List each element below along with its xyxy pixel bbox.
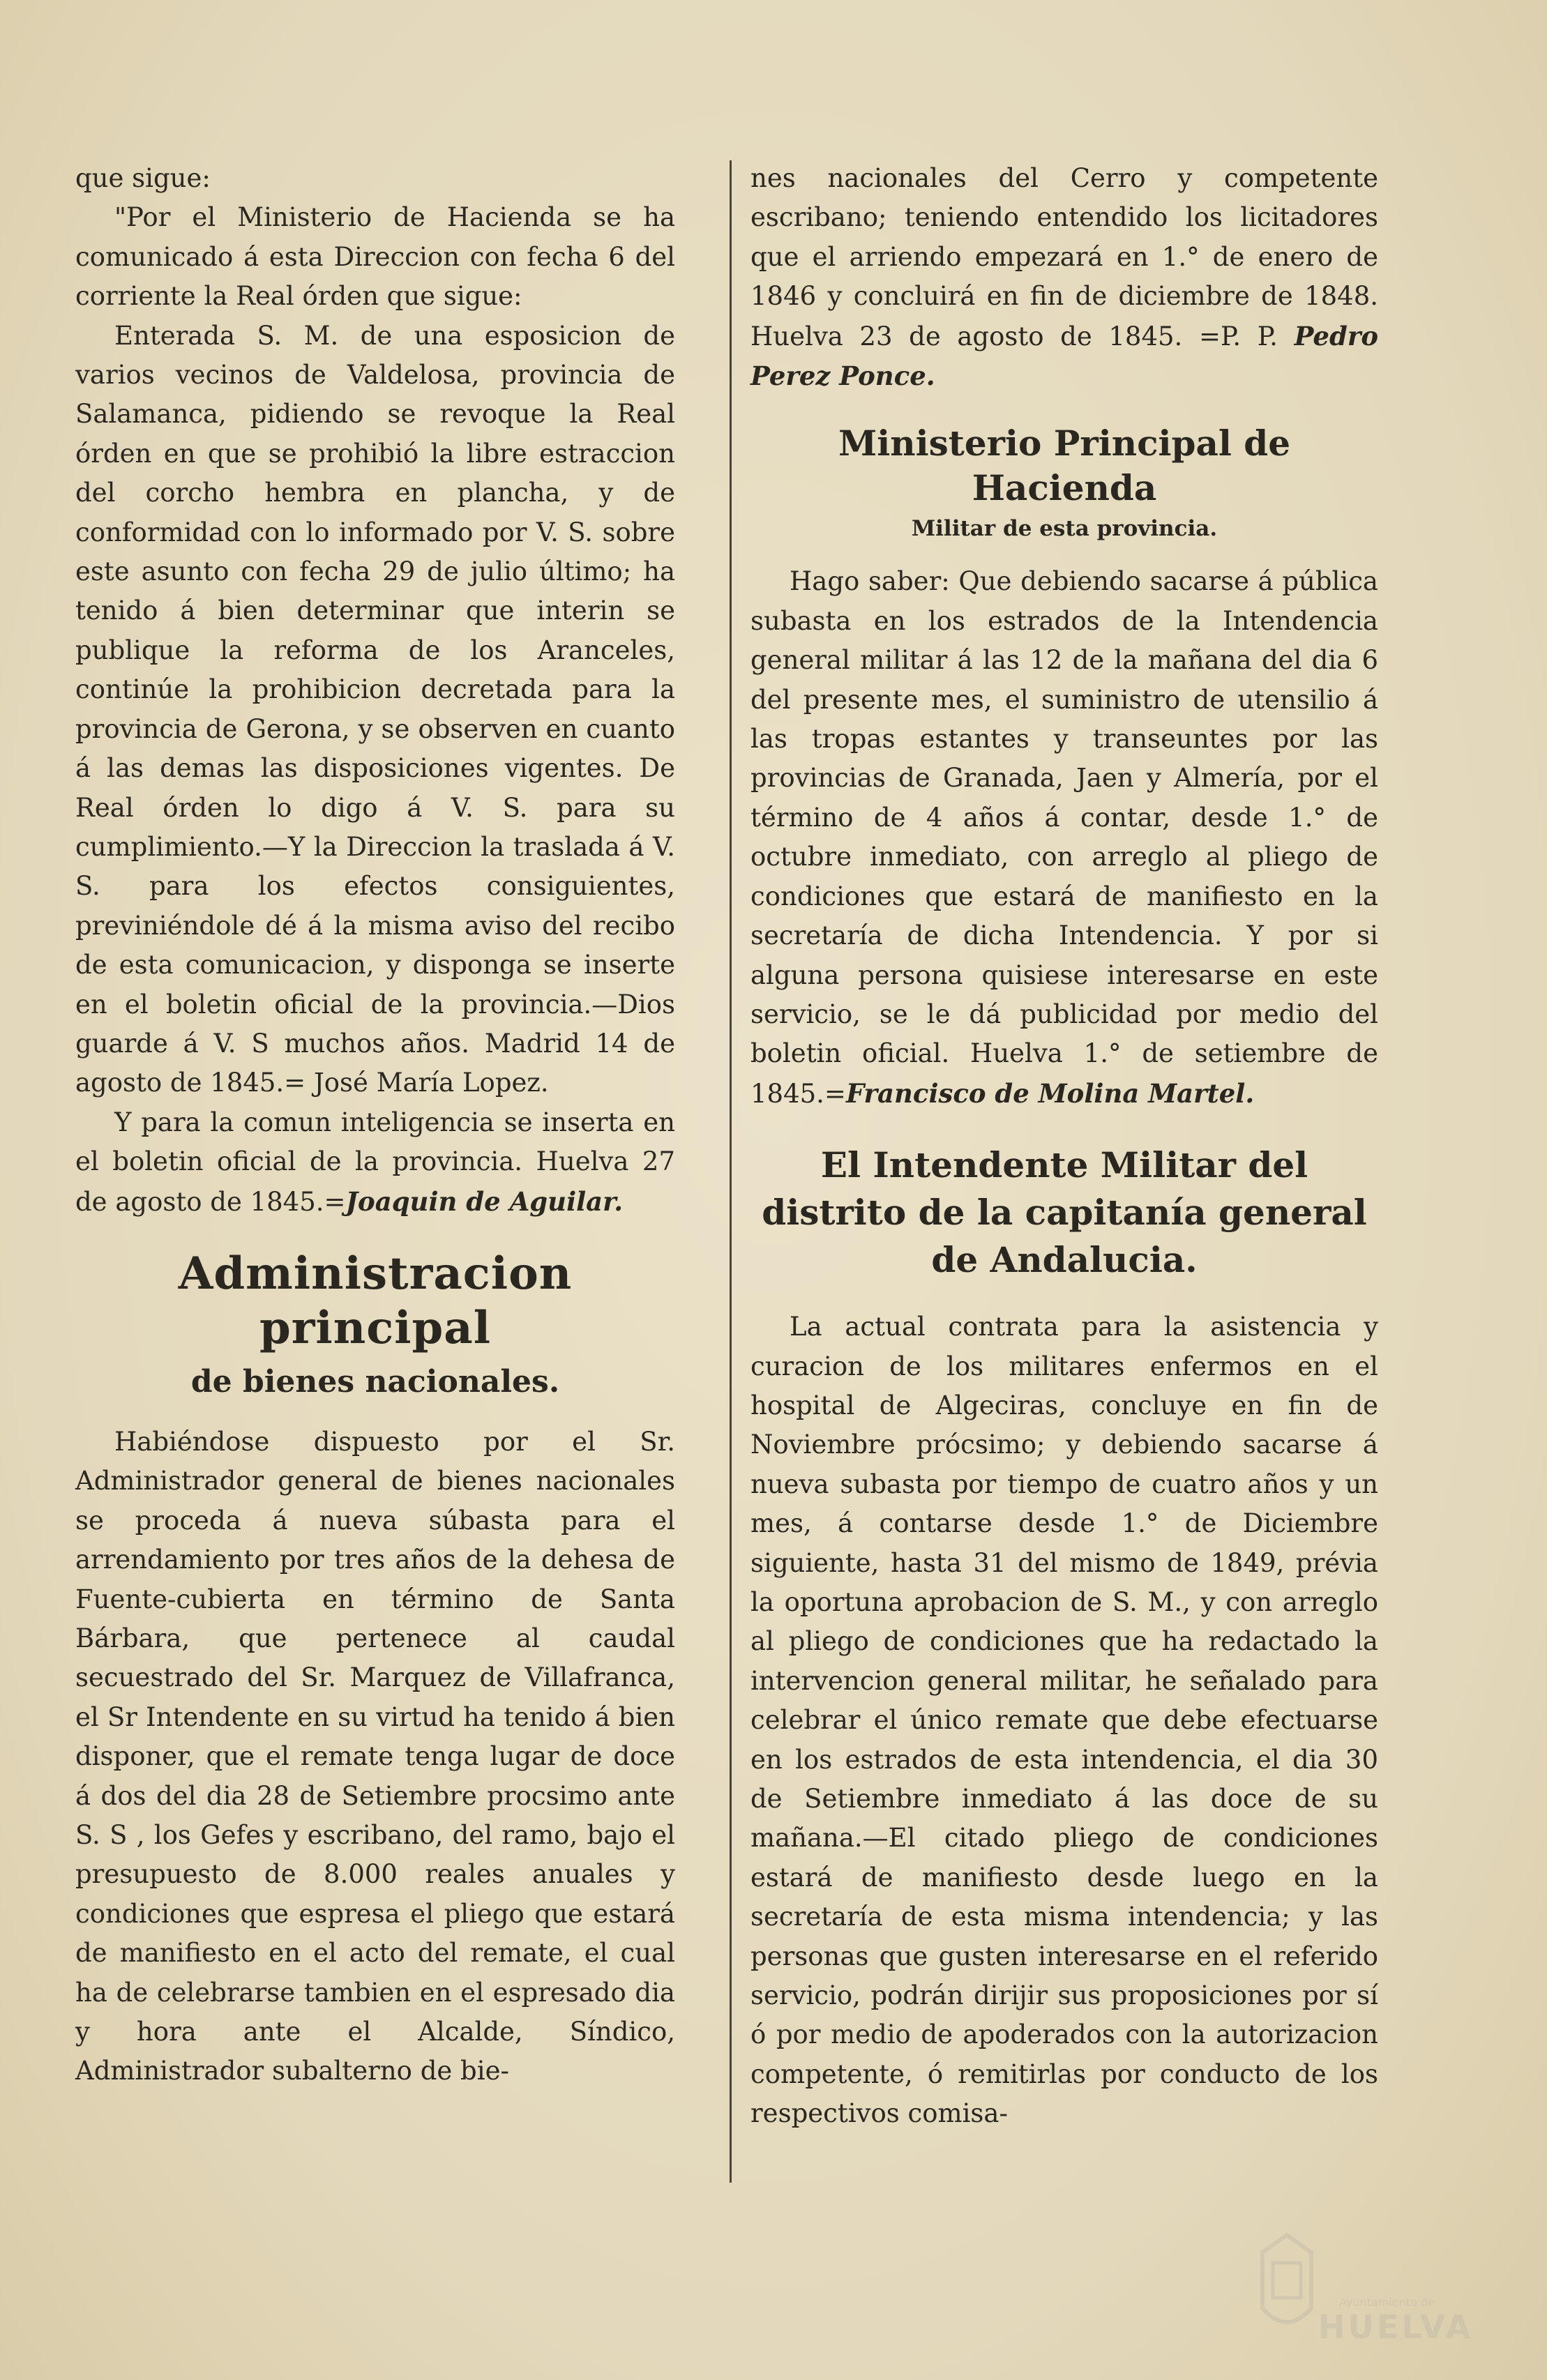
paragraph: "Por el Ministerio de Hacienda se ha comunicado á esta Direccion con fecha 6 del corriente la Real órden que sigue: bbox=[75, 202, 675, 312]
paragraph bbox=[75, 1103, 675, 1222]
signature: Pedro Perez Ponce. bbox=[750, 320, 1379, 392]
signature: Joaquin de Aguilar. bbox=[345, 1185, 624, 1217]
section-subheading: de bienes nacionales. bbox=[190, 1363, 560, 1400]
section-heading: Ministerio Principal de Hacienda bbox=[838, 423, 1291, 509]
section-heading: Administracion principal bbox=[178, 1247, 573, 1354]
paragraph bbox=[750, 562, 1378, 1114]
paragraph-text: Hago saber: Que debiendo sacarse á pública subasta en los estrados de la Intendencia general militar á las 12 de la mañana del dia 6 del presente mes, el suministro de utensilio á las tropas estantes y transeuntes por las provincias de Granada, Jaen y Almería, por el término de 4 años á contar, desde 1.° de octubre inmediato, con arreglo al pliego de condiciones que estará de manifiesto en la secretaría de dicha Intendencia. Y por si alguna persona quisiese interesarse en este servicio, se le dá publicidad por medio del boletin oficial. Huelva 1.° de setiembre de 1845.= bbox=[750, 566, 1378, 1109]
section-heading: El Intendente Militar del distrito de la capitanía general de Andalucia. bbox=[762, 1144, 1367, 1281]
right-column bbox=[750, 159, 1378, 2134]
signature: Francisco de Molina Martel. bbox=[845, 1077, 1255, 1109]
paragraph-text: nes nacionales del Cerro y competente escribano; teniendo entendido los licitadores que el arriendo empezará en 1.° de enero de 1846 y concluirá en fin de diciembre de 1848. Huelva 23 de agosto de 1845. =P. P. bbox=[750, 163, 1378, 351]
archive-watermark bbox=[1255, 2231, 1520, 2364]
left-column bbox=[75, 159, 675, 2091]
paragraph: La actual contrata para la asistencia y curacion de los militares enfermos en el hospital de Algeciras, concluye en fin de Noviembre prócsimo; y debiendo sacarse á nueva subasta por tiempo de cuatro años y un mes, á contarse desde 1.° de Diciembre siguiente, hasta 31 del mismo de 1849, prévia la oportuna aprobacion de S. M., y con arreglo al pliego de condiciones que ha redactado la intervencion general militar, he señalado para celebrar el único remate que debe efectuarse en los estrados de esta intendencia, el dia 30 de Setiembre inmediato á las doce de su mañana.—El citado pliego de condiciones estará de manifiesto desde luego en la secretaría de esta misma intendencia; y las personas que gusten interesarse en el referido servicio, podrán dirijir sus proposiciones por sí ó por medio de apoderados con la autorizacion competente, ó remitirlas por conducto de los respectivos comisa- bbox=[750, 1312, 1378, 2129]
paragraph: que sigue: bbox=[75, 163, 211, 193]
section-subheading: Militar de esta provincia. bbox=[911, 516, 1218, 542]
watermark-label: HUELVA bbox=[1318, 2308, 1474, 2346]
column-divider bbox=[730, 160, 732, 2183]
paragraph bbox=[750, 159, 1378, 396]
paragraph-text: Y para la comun inteligencia se inserta en el boletin oficial de la provincia. Huelva 27 de agosto de 1845.= bbox=[75, 1107, 675, 1217]
paragraph: Enterada S. M. de una esposicion de varios vecinos de Valdelosa, provincia de Salamanca, pidiendo se revoque la Real órden en que se prohibió la libre estraccion del corcho hembra en plancha, y de conformidad con lo informado por V. S. sobre este asunto con fecha 29 de julio último; ha tenido á bien determinar que interin se publique la reforma de los Aranceles, continúe la prohibicion decretada para la provincia de Gerona, y se observen en cuanto á las demas las disposiciones vigentes. De Real órden lo digo á V. S. para su cumplimiento.—Y la Direccion la traslada á V. S. para los efectos consiguientes, previniéndole dé á la misma aviso del recibo de esta comunicacion, y disponga se inserte en el boletin oficial de la provincia.—Dios guarde á V. S muchos años. Madrid 14 de agosto de 1845.= José María Lopez. bbox=[75, 320, 675, 1098]
watermark-sublabel: Ayuntamiento de bbox=[1339, 2296, 1435, 2309]
crest-icon bbox=[1255, 2231, 1318, 2336]
paragraph: Habiéndose dispuesto por el Sr. Administrador general de bienes nacionales se proceda á nueva súbasta para el arrendamiento por tres años de la dehesa de Fuente-cubierta en término de Santa Bárbara, que pertenece al caudal secuestrado del Sr. Marquez de Villafranca, el Sr Intendente en su virtud ha tenido á bien disponer, que el remate tenga lugar de doce á dos del dia 28 de Setiembre procsimo ante S. S , los Gefes y escribano, del ramo, bajo el presupuesto de 8.000 reales anuales y condiciones que espresa el pliego que estará de manifiesto en el acto del remate, el cual ha de celebrarse tambien en el espresado dia y hora ante el Alcalde, Síndico, Administrador subalterno de bie- bbox=[75, 1426, 675, 2086]
